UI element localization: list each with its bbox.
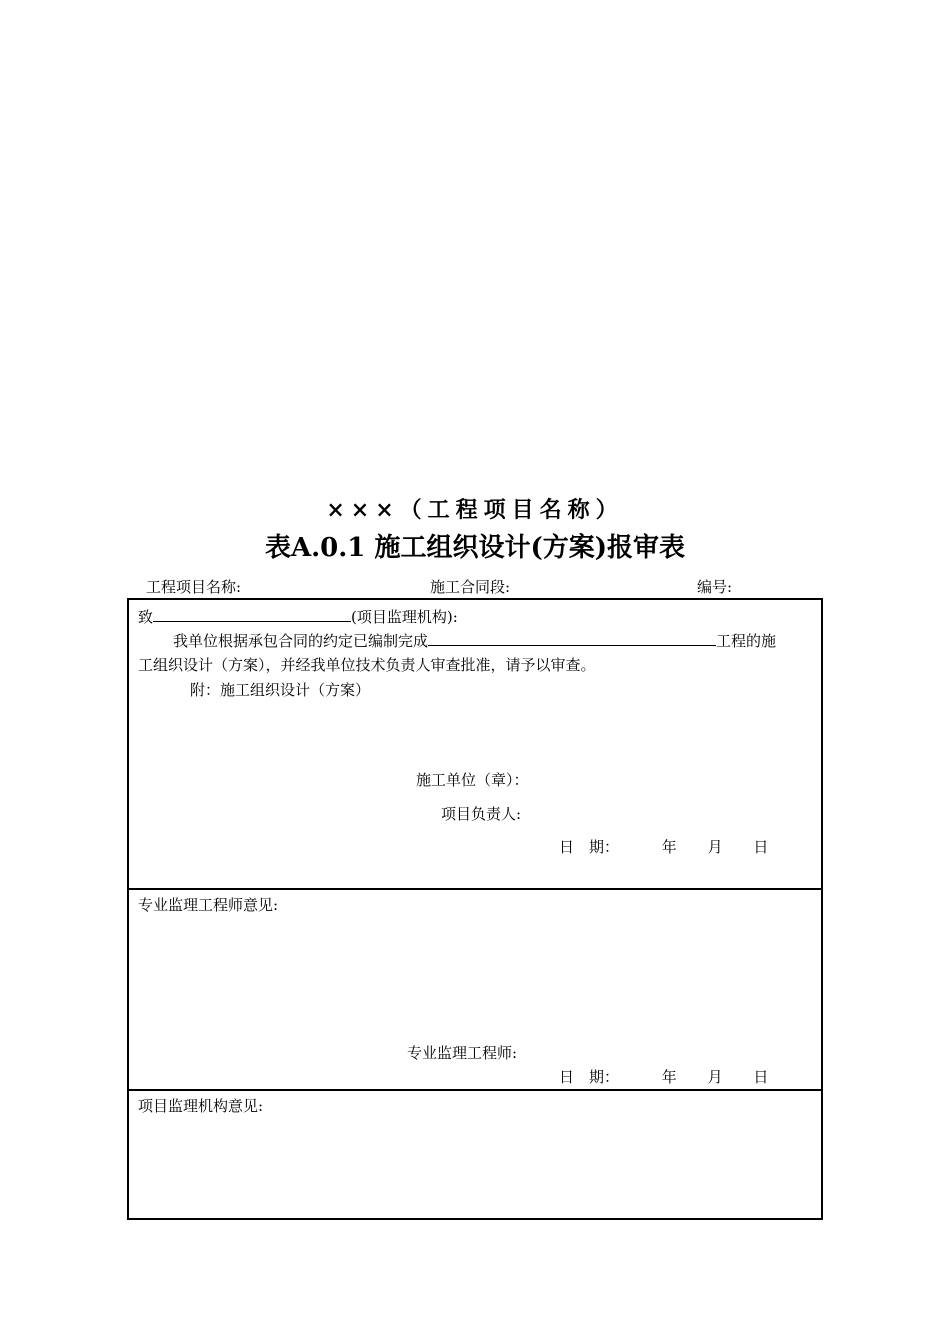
supervision-opinion-section xyxy=(129,1091,821,1218)
body-line-1-prefix: 我单位根据承包合同的约定已编制完成 xyxy=(173,632,429,650)
engineer-opinion-heading: 专业监理工程师意见: xyxy=(138,896,279,914)
construction-unit-label: 施工单位（章）： xyxy=(416,771,529,789)
date-label: 日 期： xyxy=(559,838,620,856)
engineer-opinion-section xyxy=(129,890,821,1091)
year-label: 年 xyxy=(661,838,677,856)
body-line-1-suffix: 工程的施 xyxy=(716,632,777,650)
year-label: 年 xyxy=(661,1068,677,1086)
project-name-blank[interactable] xyxy=(428,630,716,646)
addressee-blank[interactable] xyxy=(153,606,351,622)
project-title: ×××（工程项目名称） xyxy=(326,497,624,523)
body-line-2: 工组织设计（方案），并经我单位技术负责人审查批准，请予以审查。 xyxy=(138,656,596,674)
attachment-note: 附：施工组织设计（方案） xyxy=(190,681,371,699)
month-label: 月 xyxy=(707,838,723,856)
date-label: 日 期： xyxy=(559,1068,620,1086)
day-label: 日 xyxy=(753,838,769,856)
project-manager-label: 项目负责人: xyxy=(441,805,522,823)
to-prefix: 致 xyxy=(138,608,154,626)
supervision-opinion-heading: 项目监理机构意见: xyxy=(138,1097,264,1115)
date-row xyxy=(559,837,768,857)
to-suffix: (项目监理机构): xyxy=(351,608,458,626)
month-label: 月 xyxy=(707,1068,723,1086)
form-title: 表A.0.1 施工组织设计(方案)报审表 xyxy=(264,533,686,563)
day-label: 日 xyxy=(753,1068,769,1086)
number-label: 编号: xyxy=(697,578,733,596)
date-row xyxy=(559,1067,768,1087)
engineer-signer-label: 专业监理工程师: xyxy=(407,1044,518,1062)
project-name-label: 工程项目名称: xyxy=(146,578,242,596)
submission-section xyxy=(129,600,821,890)
body-line-1 xyxy=(173,630,776,651)
addressee-line xyxy=(138,606,458,627)
review-form xyxy=(127,598,823,1220)
contract-section-label: 施工合同段: xyxy=(430,578,511,596)
